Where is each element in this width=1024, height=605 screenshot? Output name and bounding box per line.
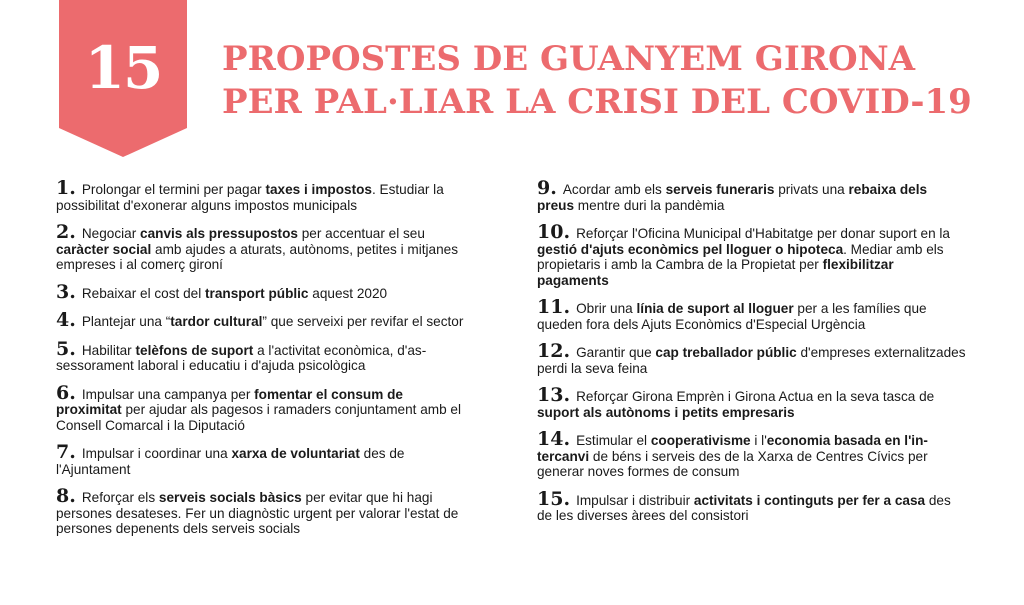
- proposal-item: [56, 381, 466, 434]
- proposal-text: . Estudiar la possibilitat d'exonerar alguns impostos municipals: [56, 182, 444, 213]
- proposal-highlight: fomentar el consum de proximitat: [56, 386, 403, 417]
- proposal-text: a l'activitat econòmica, d'assessorament laboral i educatiu i d'ajuda psicològica: [56, 342, 427, 373]
- proposal-text: Reforçar l'Oficina Municipal d'Habitatge per donar suport en la: [576, 226, 950, 241]
- proposal-item: [537, 340, 967, 376]
- title-line-1: PROPOSTES DE GUANYEM GIRONA: [222, 39, 916, 79]
- proposal-highlight: rebaixa dels preus: [537, 182, 928, 213]
- proposal-number: 2.: [56, 221, 76, 243]
- proposal-highlight: suport als autònoms i petits empresaris: [537, 404, 795, 420]
- proposal-item: [56, 441, 466, 477]
- proposal-number: 4.: [56, 309, 76, 331]
- proposal-text: Acordar amb els: [562, 182, 666, 197]
- proposal-highlight: xarxa de voluntariat: [231, 446, 360, 461]
- proposal-number: 10.: [537, 221, 571, 243]
- proposal-item: [537, 177, 967, 213]
- proposal-item: [537, 487, 967, 524]
- proposal-number: 6.: [56, 381, 76, 404]
- proposal-text: des de les diverses àrees del consistori: [537, 492, 951, 523]
- proposal-highlight: economia basada en l'intercanvi: [537, 433, 928, 464]
- proposal-number: 9.: [537, 177, 557, 199]
- proposal-text: Impulsar una campanya per: [81, 386, 255, 402]
- proposal-text: mentre duri la pandèmia: [574, 197, 725, 213]
- proposal-item: [56, 337, 466, 374]
- proposal-highlight: activitats i continguts per fer a casa: [693, 492, 926, 508]
- proposal-text: per evitar que hi hagi persones desateses. Fer un diagnòstic urgent per valorar l'estat de persones depenents dels serveis socials: [56, 490, 459, 536]
- proposal-number: 8.: [56, 485, 76, 507]
- proposal-highlight: cooperativisme: [650, 433, 751, 448]
- proposal-text: i l': [750, 433, 767, 448]
- number-banner: [59, 0, 187, 157]
- proposal-number: 5.: [56, 337, 76, 360]
- proposal-highlight: cap treballador públic: [655, 345, 797, 360]
- proposal-highlight: línia de suport al lloguer: [636, 301, 794, 316]
- proposal-number: 14.: [537, 428, 571, 450]
- proposal-number: 12.: [537, 340, 571, 362]
- proposal-text: Habilitar: [81, 342, 136, 358]
- proposal-text: Reforçar Girona Emprèn i Girona Actua en la seva tasca de: [576, 389, 935, 404]
- proposal-text: Obrir una: [576, 301, 637, 316]
- proposals-column-left: [56, 177, 466, 549]
- proposal-highlight: tardor cultural: [170, 314, 263, 329]
- proposal-number: 1.: [56, 177, 76, 199]
- proposal-text: des de l'Ajuntament: [56, 446, 405, 477]
- proposal-highlight: serveis funeraris: [665, 182, 775, 197]
- banner-number: 15: [84, 34, 162, 102]
- proposal-text: amb ajudes a aturats, autònoms, petites i mitjanes empreses i al comerç gironí: [56, 241, 459, 272]
- proposal-text: per a les famílies que queden fora dels Ajuts Econòmics d'Especial Urgència: [537, 301, 927, 332]
- proposal-text: Impulsar i coordinar una: [81, 446, 232, 461]
- proposal-number: 7.: [56, 441, 76, 463]
- proposal-highlight: transport públic: [205, 285, 309, 301]
- proposal-item: [56, 280, 466, 303]
- proposal-text: Garantir que: [576, 345, 656, 360]
- proposal-text: aquest 2020: [308, 285, 388, 301]
- proposal-highlight: taxes i impostos: [265, 182, 372, 197]
- proposal-number: 13.: [537, 384, 571, 406]
- proposal-highlight: canvis als pressupostos: [140, 226, 298, 241]
- proposal-text: Impulsar i distribuir: [576, 492, 694, 508]
- proposal-text: Prolongar el termini per pagar: [81, 182, 266, 197]
- proposal-highlight: caràcter social: [56, 241, 152, 257]
- page-title: [222, 38, 972, 124]
- proposal-text: per ajudar als pagesos i ramaders conjuntament amb el Consell Comarcal i la Diputació: [56, 402, 461, 433]
- proposal-item: [56, 221, 466, 273]
- proposal-item: [56, 309, 466, 331]
- proposal-item: [537, 428, 967, 480]
- proposal-item: [56, 177, 466, 213]
- proposals-column-right: [537, 177, 967, 536]
- proposal-text: per accentuar el seu: [297, 226, 425, 241]
- proposal-item: [56, 485, 466, 537]
- proposal-highlight: telèfons de suport: [135, 342, 254, 358]
- proposal-number: 15.: [537, 487, 571, 510]
- proposal-highlight: serveis socials bàsics: [158, 490, 302, 505]
- proposal-text: Rebaixar el cost del: [81, 285, 206, 301]
- proposal-item: [537, 221, 967, 288]
- title-line-2: PER PAL·LIAR LA CRISI DEL COVID-19: [222, 82, 972, 122]
- proposal-number: 3.: [56, 280, 76, 303]
- proposal-text: de béns i serveis des de la Xarxa de Centres Cívics per generar noves formes de consum: [537, 448, 928, 479]
- proposal-item: [537, 296, 967, 332]
- proposal-number: 11.: [537, 296, 571, 318]
- proposal-highlight: gestió d'ajuts econòmics pel lloguer o hipoteca: [537, 241, 844, 257]
- proposal-text: Negociar: [81, 226, 141, 241]
- proposal-text: ” que serveixi per revifar el sector: [262, 314, 464, 329]
- proposal-text: Plantejar una “: [81, 314, 171, 329]
- proposal-text: d'empreses externalitzades perdi la seva feina: [537, 345, 966, 376]
- proposal-highlight: flexibilitzar pagaments: [537, 257, 894, 288]
- proposal-item: [537, 384, 967, 420]
- proposal-text: . Mediar amb els propietaris i amb la Cambra de la Propietat per: [537, 241, 944, 272]
- proposal-text: privats una: [774, 182, 849, 197]
- proposal-text: Reforçar els: [81, 490, 159, 505]
- proposal-text: Estimular el: [576, 433, 651, 448]
